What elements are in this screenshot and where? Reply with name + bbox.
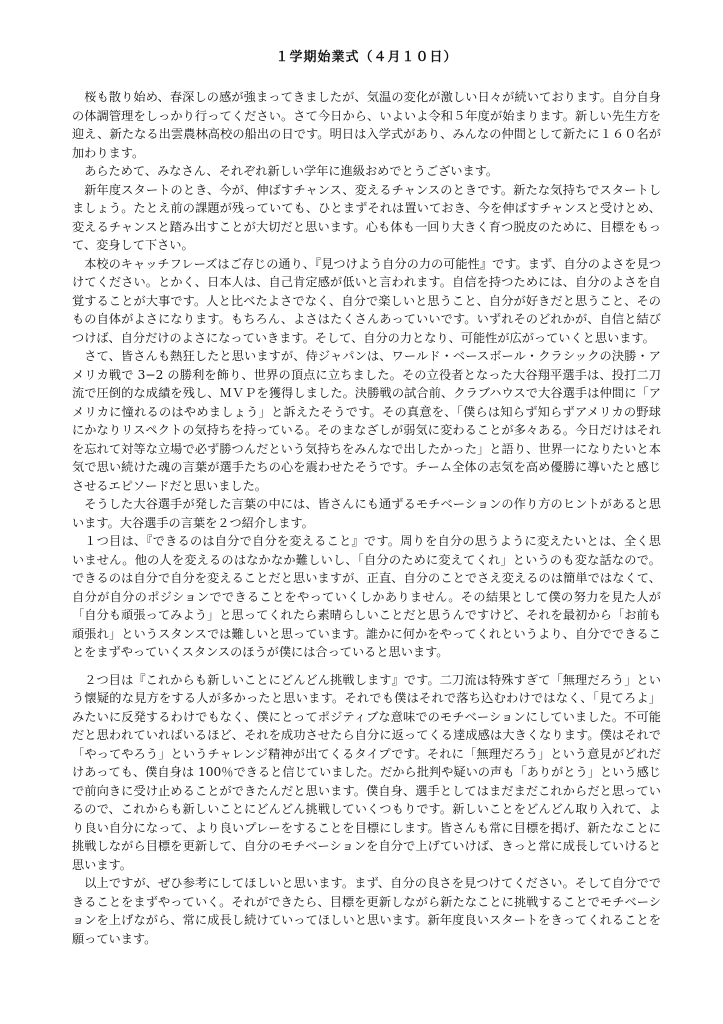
document-title: １学期始業式（４月１０日）	[275, 50, 458, 65]
paragraph-catchphrase: 本校のキャッチフレーズはご存じの通り、『見つけよう自分の力の可能性』です。まず、自分のよさを見つけてください。とかく、日本人は、自己肯定感が低いと言われます。自信を持つためには、自分のよさを自覚することが大事です。人と比べたよさでなく、自分で楽しいと思うこと、自分が好きだと思うこと、そのもの自体がよさになります。もちろん、よさはたくさんあっていいです。いずれそのどれかが、自信と結びつけば、自分だけのよさになっていきます。そして、自分の力となり、可能性が広がっていくと思います。	[72, 256, 661, 345]
paragraph-quote-two: ２つ目は『これからも新しいことにどんどん挑戦します』です。二刀流は特殊すぎて「無理だろう」という懐疑的な見方をする人が多かったと思います。それでも僕はそれで落ち込むわけではなく、「見てろよ」みたいに反発するわけでもなく、僕にとってポジティブな意味でのモチベーションにしていました。不可能だと思われていればいるほど、それを成功させたら自分に返ってくる達成感は大きくなります。僕はそれで「やってやろう」というチャレンジ精神が出てくるタイプです。それに「無理だろう」という意見がどれだけあっても、僕自身は 100％できると信じていました。だから批判や疑いの声も「ありがとう」という感じで前向きに受け止めることができたんだと思います。僕自身、選手としてはまだまだこれからだと思っているので、これからも新しいことにどんどん挑戦していくつもりです。新しいことをどんどん取り入れて、より良い自分になって、より良いプレーをすることを目標にします。皆さんも常に目標を掲げ、新たなことに挑戦しながら目標を更新して、自分のモチベーションを自分で上げていけば、きっと常に成長していけると思います。	[72, 672, 661, 872]
paragraph-new-year-start: 新年度スタートのとき、今が、伸ばすチャンス、変えるチャンスのときです。新たな気持ちでスタートしましょう。たとえ前の課題が残っていても、ひとまずそれは置いておき、今を伸ばすチャンスと受けとめ、変えるチャンスと踏み出すことが大切だと思います。心も体も一回り大きく育つ脱皮のために、目標をもって、変身して下さい。	[72, 182, 661, 252]
document-body	[72, 88, 661, 948]
paragraph-quote-one: １つ目は、『できるのは自分で自分を変えること』です。周りを自分の思うように変えたいとは、全く思いません。他の人を変えるのはなかなか難しいし、「自分のために変えてくれ」というのも変な話なので。できるのは自分で自分を変えることだと思いますが、正直、自分のことでさえ変えるのは簡単ではなくて、自分が自分のポジションでできることをやっていくしかありません。その結果として僕の努力を見た人が「自分も頑張ってみよう」と思ってくれたら素晴らしいことだと思うんですけど、それを最初から「お前も頑張れ」というスタンスでは難しいと思っています。誰かに何かをやってくれというより、自分でできることをまずやっていくスタンスのほうが僕には合っていると思います。	[72, 534, 661, 659]
paragraph-closing: 以上ですが、ぜひ参考にしてほしいと思います。まず、自分の良さを見つけてください。そして自分でできることをまずやっていく。それができたら、目標を更新しながら新たなことに挑戦することでモチベーションを上げながら、常に成長し続けていってほしいと思います。新年度良いスタートをきってくれることを願っています。	[72, 876, 661, 946]
paragraph-opening: 桜も散り始め、春深しの感が強まってきましたが、気温の変化が激しい日々が続いております。自分自身の体調管理をしっかり行ってください。さて今日から、いよいよ令和５年度が始まります。新しい先生方を迎え、新たなる出雲農林高校の船出の日です。明日は入学式があり、みんなの仲間として新たに１６０名が加わります。	[72, 90, 661, 160]
paragraph-congratulations: あらためて、みなさん、それぞれ新しい学年に進級おめでとうございます。	[84, 164, 499, 178]
paragraph-motivation-hint: そうした大谷選手が発した言葉の中には、皆さんにも通ずるモチベーションの作り方のヒントがあると思います。大谷選手の言葉を２つ紹介します。	[72, 497, 661, 530]
paragraph-samurai-japan: さて、皆さんも熱狂したと思いますが、侍ジャパンは、ワールド・ベースボール・クラシックの決勝・アメリカ戦で 3−2 の勝利を飾り、世界の頂点に立ちました。その立役者となった大谷翔平選手は、投打二刀流で圧倒的な成績を残し、ＭＶＰを獲得しました。決勝戦の試合前、クラブハウスで大谷選手は仲間に「アメリカに憧れるのはやめましょう」と訴えたそうです。その真意を、「僕らは知らず知らずアメリカの野球にかなりリスペクトの気持ちを持っている。そのまなざしが弱気に変わることが多々ある。今日だけはそれを忘れて対等な立場で必ず勝つんだという気持ちをみんなで出したかった」と語り、世界一になりたいと本気で思い続けた魂の言葉が選手たちの心を震わせたそうです。チーム全体の志気を高め優勝に導いたと感じさせるエピソードだと思いました。	[72, 349, 661, 493]
